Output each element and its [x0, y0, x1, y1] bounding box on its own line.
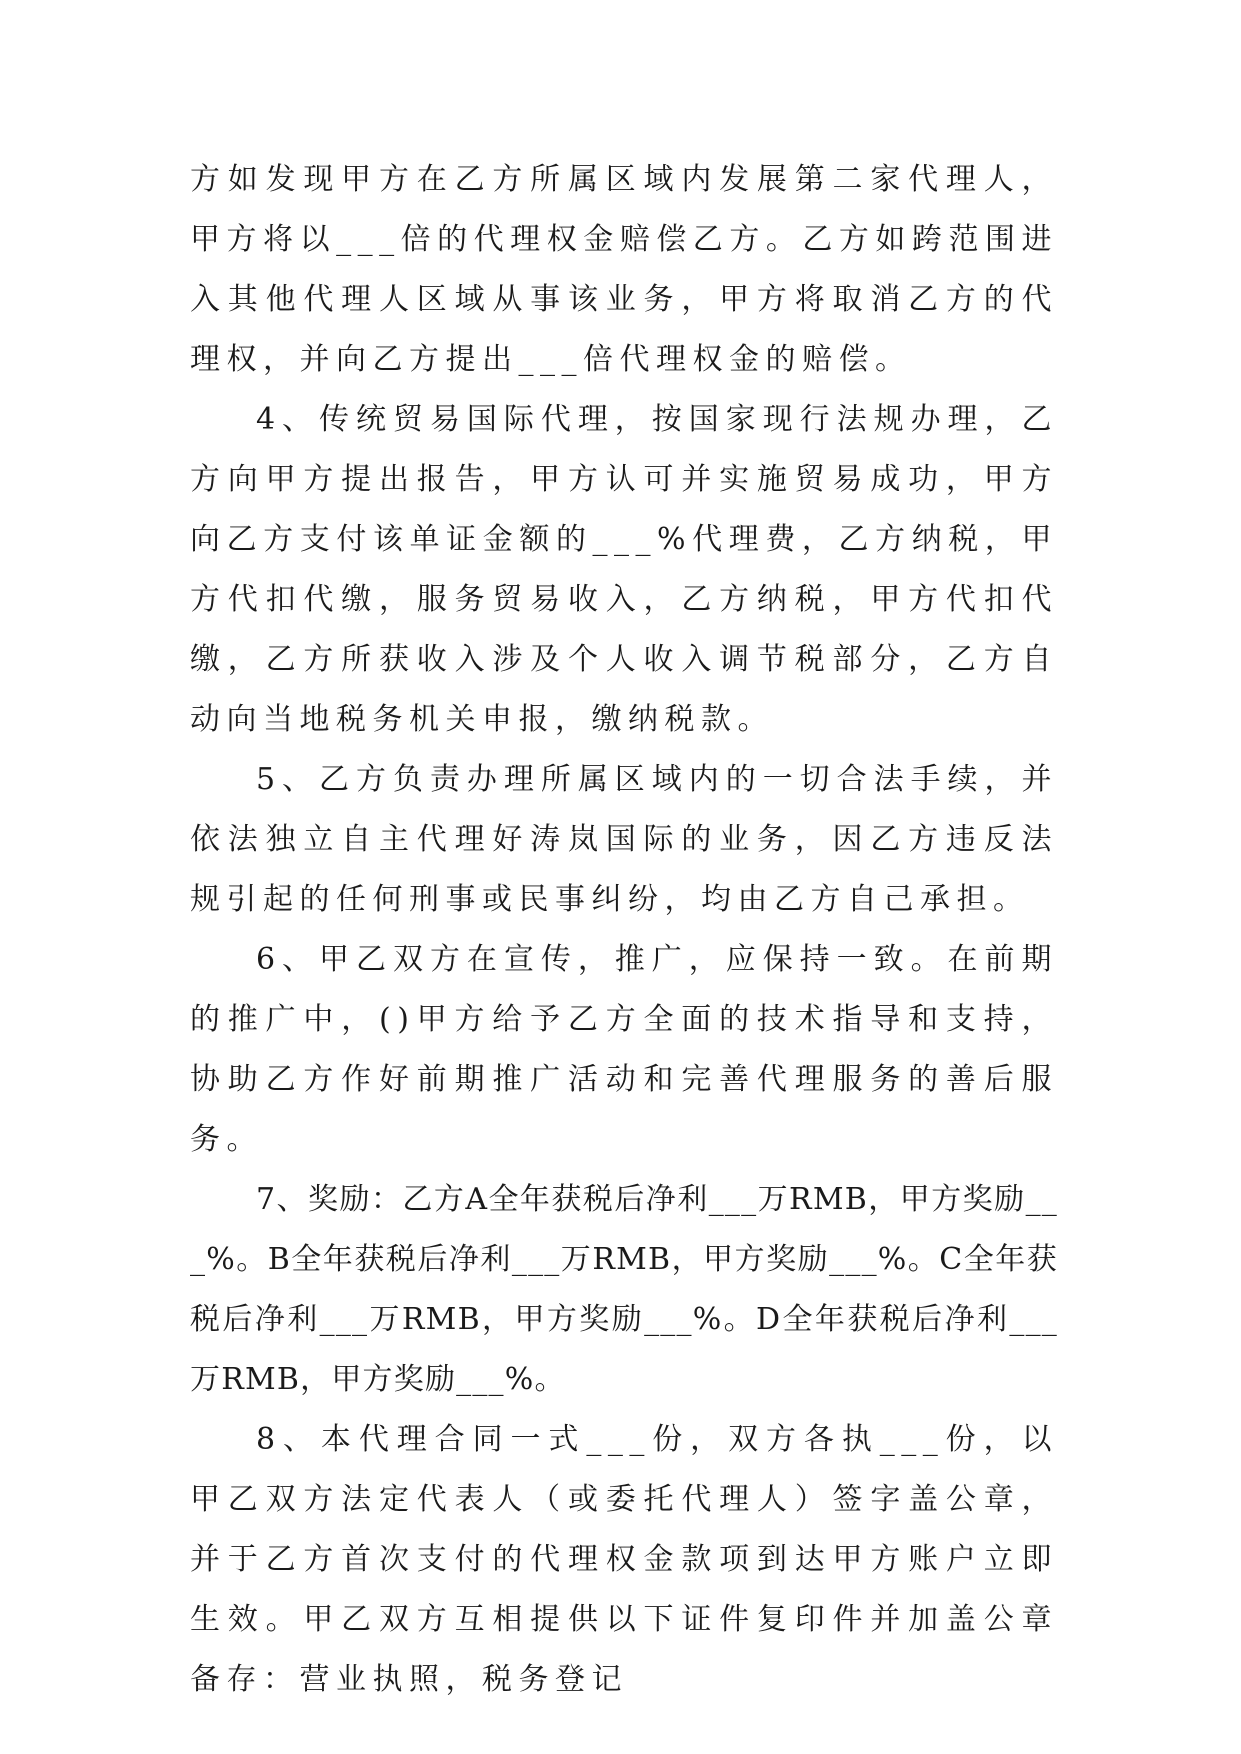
paragraph-clause-4: 4、传统贸易国际代理，按国家现行法规办理，乙方向甲方提出报告，甲方认可并实施贸易成功，甲方向乙方支付该单证金额的___%代理费，乙方纳税，甲方代扣代缴，服务贸易收入，乙方纳税，甲方代扣代缴，乙方所获收入涉及个人收入调节税部分，乙方自动向当地税务机关申报，缴纳税款。	[190, 402, 1058, 737]
paragraph-clause-7: 7、奖励：乙方A全年获税后净利___万RMB，甲方奖励___%。B全年获税后净利___万RMB，甲方奖励___%。C全年获税后净利___万RMB，甲方奖励___%。D全年获税后净利___万RMB，甲方奖励___%。	[190, 1182, 1058, 1397]
paragraph-clause-8: 8、本代理合同一式___份，双方各执___份，以甲乙双方法定代表人（或委托代理人）签字盖公章，并于乙方首次支付的代理权金款项到达甲方账户立即生效。甲乙双方互相提供以下证件复印件并加盖公章备存：营业执照，税务登记	[190, 1422, 1058, 1697]
paragraph-clause-6: 6、甲乙双方在宣传，推广，应保持一致。在前期的推广中，()甲方给予乙方全面的技术指导和支持，协助乙方作好前期推广活动和完善代理服务的善后服务。	[190, 942, 1058, 1157]
paragraph-continuation: 方如发现甲方在乙方所属区域内发展第二家代理人，甲方将以___倍的代理权金赔偿乙方。乙方如跨范围进入其他代理人区域从事该业务，甲方将取消乙方的代理权，并向乙方提出___倍代理权金的赔偿。	[190, 162, 1058, 377]
document-body	[190, 150, 1058, 1710]
paragraph-clause-5: 5、乙方负责办理所属区域内的一切合法手续，并依法独立自主代理好涛岚国际的业务，因乙方违反法规引起的任何刑事或民事纠纷，均由乙方自己承担。	[190, 762, 1058, 917]
